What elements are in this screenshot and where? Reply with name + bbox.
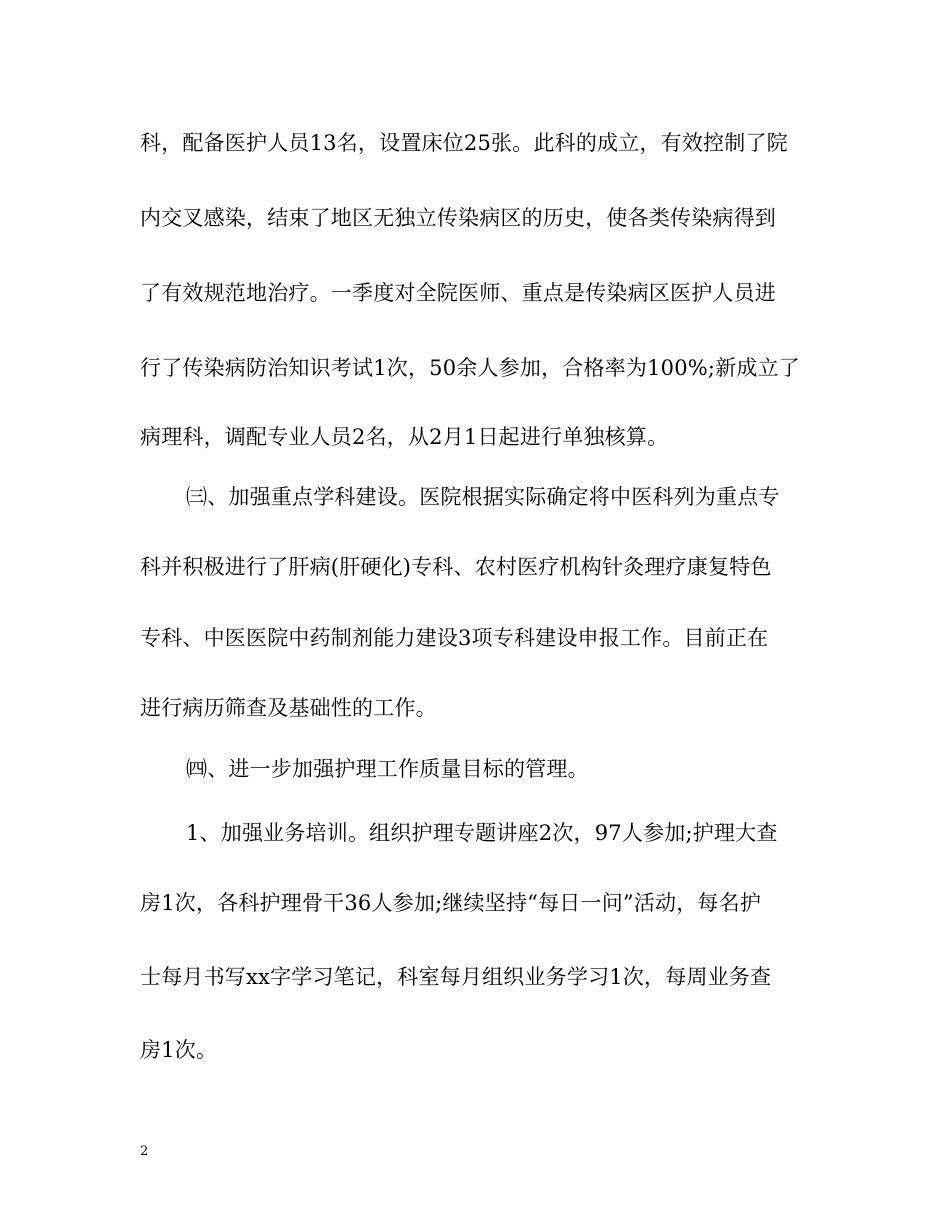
body-text-line: 科并积极进行了肝病(肝硬化)专科、农村医疗机构针灸理疗康复特色 [140,555,772,579]
section-heading-paragraph-line: ㈢、加强重点学科建设。医院根据实际确定将中医科列为重点专 [186,485,780,509]
body-text-line: 士每月书写xx字学习笔记，科室每月组织业务学习1次，每周业务查 [140,965,772,989]
body-text-line: 行了传染病防治知识考试1次，50余人参加，合格率为100%;新成立了 [140,356,800,380]
body-text-line: 进行病历筛查及基础性的工作。 [140,696,437,720]
body-text-line: 专科、中医医院中药制剂能力建设3项专科建设申报工作。目前正在 [140,626,769,650]
body-text-line: 科，配备医护人员13名，设置床位25张。此科的成立，有效控制了院 [140,131,788,155]
body-text-line: 房1次，各科护理骨干36人参加;继续坚持“每日一问”活动，每名护 [140,891,762,915]
page-number: 2 [140,1144,149,1159]
body-text-line: 房1次。 [140,1038,218,1062]
body-text-line: 病理科，调配专业人员2名，从2月1日起进行单独核算。 [140,425,669,449]
body-text-line: 了有效规范地治疗。一季度对全院医师、重点是传染病区医护人员进 [140,281,776,305]
section-heading-line: ㈣、进一步加强护理工作质量目标的管理。 [186,757,589,781]
body-text-line: 内交叉感染，结束了地区无独立传染病区的历史，使各类传染病得到 [140,206,776,230]
subsection-paragraph-line: 1、加强业务培训。组织护理专题讲座2次，97人参加;护理大查 [186,821,778,845]
